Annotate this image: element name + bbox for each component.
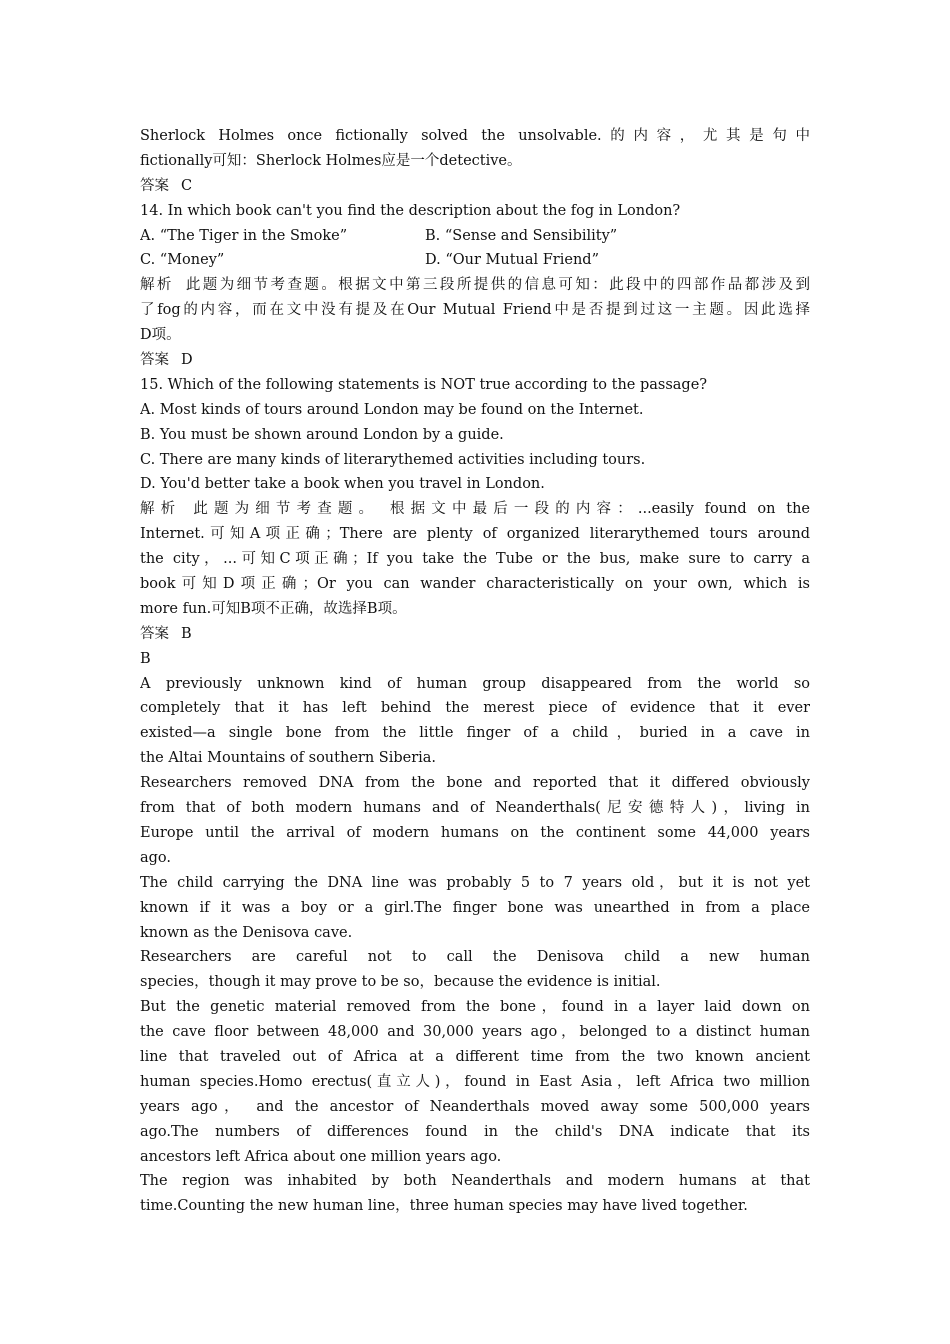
passage-line: Researchers removed DNA from the bone and reported that it differed obviously — [140, 775, 810, 792]
answer-value: B — [181, 625, 192, 642]
q14-question: 14. In which book can't you find the description about the fog in London? — [140, 202, 681, 219]
passage-line: known as the Denisova cave. — [140, 924, 353, 941]
passage-line: completely that it has left behind the merest piece of evidence that it ever — [140, 700, 810, 717]
answer-label: 答案 — [140, 177, 169, 194]
passage-line: Researchers are careful not to call the Denisova child a new human — [140, 949, 810, 966]
q15-option-b: B. You must be shown around London by a guide. — [140, 426, 504, 443]
passage-line: ago. — [140, 849, 172, 866]
q15-analysis-text-1: 此题为细节考查题。 根据文中最后一段的内容：...easily found on the — [193, 501, 810, 518]
q13-answer — [140, 174, 810, 199]
passage-line: human species.Homo erectus(直立人)，found in East Asia，left Africa two million — [140, 1073, 810, 1090]
passage-line: the Altai Mountains of southern Siberia. — [140, 750, 437, 767]
section-letter: B — [140, 650, 151, 667]
q13-explanation-line-2: fictionally可知：Sherlock Holmes应是一个detective。 — [140, 152, 522, 169]
passage-line: The region was inhabited by both Neanderthals and modern humans at that — [140, 1173, 810, 1190]
passage-line: years ago， and the ancestor of Neanderthals moved away some 500,000 years — [140, 1098, 810, 1115]
q15-answer — [140, 622, 810, 647]
q14-option-b: B. “Sense and Sensibility” — [425, 227, 618, 244]
q15-option-a: A. Most kinds of tours around London may be found on the Internet. — [140, 401, 644, 418]
answer-value: C — [181, 177, 193, 194]
q14-analysis-text-1: 此题为细节考查题。根据文中第三段所提供的信息可知：此段中的四部作品都涉及到 — [185, 277, 810, 294]
q14-analysis-line-3: D项。 — [140, 327, 181, 344]
q15-analysis-line-4: book可知D项正确；Or you can wander characteristically on your own, which is — [140, 576, 810, 593]
passage-line: existed—a single bone from the little finger of a child，buried in a cave in — [140, 725, 810, 742]
q14-analysis-line-2: 了fog的内容，而在文中没有提及在Our Mutual Friend中是否提到过这一主题。因此选择 — [140, 302, 810, 319]
passage-line: A previously unknown kind of human group disappeared from the world so — [140, 675, 810, 692]
answer-label: 答案 — [140, 352, 169, 369]
passage-line: ancestors left Africa about one million years ago. — [140, 1148, 502, 1165]
q14-options-row-2 — [140, 248, 810, 273]
document-page — [140, 124, 810, 1219]
q14-analysis-line-1 — [140, 273, 810, 298]
passage-line: The child carrying the DNA line was probably 5 to 7 years old，but it is not yet — [140, 874, 810, 891]
q15-analysis-line-5: more fun.可知B项不正确，故选择B项。 — [140, 600, 407, 617]
analysis-label: 解析 — [140, 501, 182, 518]
answer-value: D — [181, 352, 193, 369]
analysis-label: 解析 — [140, 277, 174, 294]
q14-option-d: D. “Our Mutual Friend” — [425, 252, 599, 269]
q14-answer — [140, 348, 810, 373]
q14-options-row-1 — [140, 224, 810, 249]
passage-line: But the genetic material removed from the bone，found in a layer laid down on — [140, 999, 810, 1016]
passage-line: ago.The numbers of differences found in the child's DNA indicate that its — [140, 1123, 810, 1140]
passage-line: from that of both modern humans and of Neanderthals(尼安德特人)，living in — [140, 800, 810, 817]
passage-line: species，though it may prove to be so，because the evidence is initial. — [140, 974, 661, 991]
q15-option-c: C. There are many kinds of literarythemed activities including tours. — [140, 451, 646, 468]
passage-line: known if it was a boy or a girl.The finger bone was unearthed in from a place — [140, 899, 810, 916]
passage-line: Europe until the arrival of modern humans on the continent some 44,000 years — [140, 824, 810, 841]
q15-question: 15. Which of the following statements is NOT true according to the passage? — [140, 376, 708, 393]
q15-option-d: D. You'd better take a book when you travel in London. — [140, 476, 545, 493]
passage-line: the cave floor between 48,000 and 30,000 years ago，belonged to a distinct human — [140, 1024, 810, 1041]
q14-option-a: A. “The Tiger in the Smoke” — [140, 227, 348, 244]
q15-analysis-line-1 — [140, 497, 810, 522]
q15-analysis-line-2: Internet.可知A项正确；There are plenty of organized literarythemed tours around — [140, 526, 810, 543]
passage-line: time.Counting the new human line，three human species may have lived together. — [140, 1198, 748, 1215]
q14-option-c: C. “Money” — [140, 252, 225, 269]
passage-line: line that traveled out of Africa at a different time from the two known ancient — [140, 1048, 810, 1065]
q13-explanation-line-1: Sherlock Holmes once fictionally solved the unsolvable.的内容，尤其是句中 — [140, 128, 810, 144]
answer-label: 答案 — [140, 625, 169, 642]
q15-analysis-line-3: the city，...可知C项正确；If you take the Tube or the bus, make sure to carry a — [140, 551, 810, 568]
